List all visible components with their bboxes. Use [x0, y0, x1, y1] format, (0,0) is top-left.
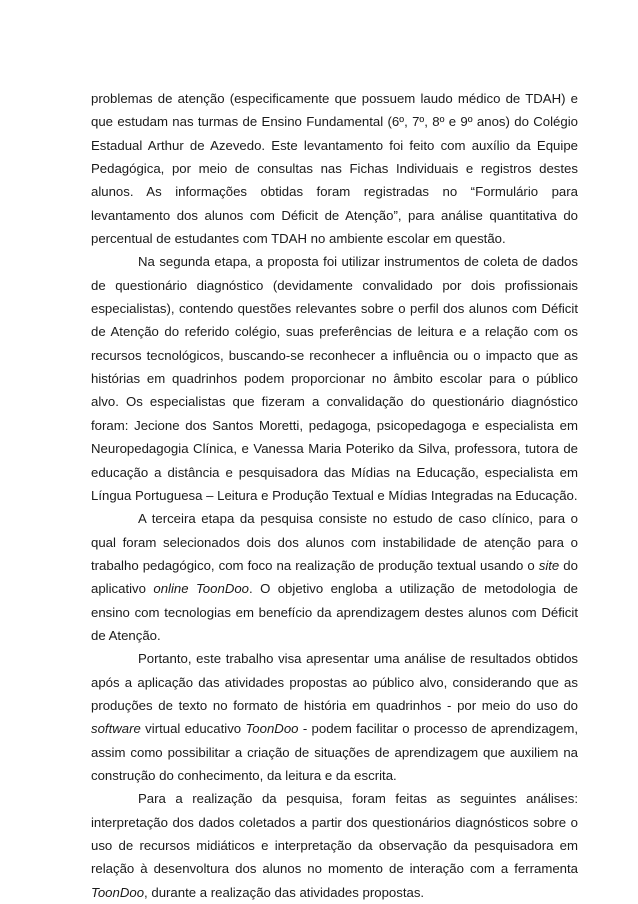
- paragraph-text: problemas de atenção (especificamente que possuem laudo médico de TDAH) e que estudam nas turmas de Ensino Fundamental (6º, 7º, 8º e 9º anos) do Colégio Estadual Arthur de Azevedo. Este levantamento foi feito com auxílio da Equipe Pedagógica, por meio de consultas nas Fichas Individuais e registros destes alunos. As informações obtidas foram registradas no “Formulário para levantamento dos alunos com Déficit de Atenção”, para análise quantitativa do percentual de estudantes com TDAH no ambiente escolar em questão.: [91, 91, 578, 247]
- italic-text: online ToonDoo: [153, 581, 250, 597]
- paragraph-text: virtual educativo: [140, 721, 246, 737]
- paragraph: [91, 647, 578, 787]
- paragraph-text: Para a realização da pesquisa, foram feitas as seguintes análises: interpretação dos dados coletados a partir dos questionários diagnósticos sobre o uso de recursos midiáticos e interpretação da observação da pesquisadora em relação à desenvoltura dos alunos no momento de interação com a ferramenta: [91, 791, 578, 877]
- paragraph-text: A terceira etapa da pesquisa consiste no estudo de caso clínico, para o qual foram selecionados dois dos alunos com instabilidade de atenção para o trabalho pedagógico, com foco na realização de produção textual usando o: [91, 511, 578, 573]
- italic-text: software: [91, 721, 141, 737]
- italic-text: site: [538, 557, 560, 573]
- paragraph: [91, 250, 578, 507]
- paragraph-text: - podem facilitar o processo de aprendizagem, assim como possibilitar a criação de situações de aprendizagem que auxiliem na construção do conhecimento, da leitura e da escrita.: [91, 721, 578, 783]
- paragraph-text: . O objetivo engloba a utilização de metodologia de ensino com tecnologias em benefício da aprendizagem destes alunos com Déficit de Atenção.: [91, 581, 578, 643]
- italic-text: ToonDoo: [91, 884, 145, 900]
- paragraph-text: , durante a realização das atividades propostas.: [144, 884, 425, 900]
- paragraph-text: Na segunda etapa, a proposta foi utilizar instrumentos de coleta de dados de questionário diagnóstico (devidamente convalidado por dois profissionais especialistas), contendo questões relevantes sobre o perfil dos alunos com Déficit de Atenção do referido colégio, suas preferências de leitura e a relação com os recursos tecnológicos, buscando-se reconhecer a influência ou o impacto que as histórias em quadrinhos podem proporcionar no âmbito escolar para o público alvo. Os especialistas que fizeram a convalidação do questionário diagnóstico foram: Jecione dos Santos Moretti, pedagoga, psicopedagoga e especialista em Neuropedagogia Clínica, e Vanessa Maria Poteriko da Silva, professora, tutora de educação a distância e pesquisadora das Mídias na Educação, especialista em Língua Portuguesa – Leitura e Produção Textual e Mídias Integradas na Educação.: [91, 254, 578, 503]
- paragraph-text: Portanto, este trabalho visa apresentar uma análise de resultados obtidos após a aplicação das atividades propostas ao público alvo, considerando que as produções de texto no formato de história em quadrinhos - por meio do uso do: [91, 651, 578, 713]
- paragraph: [91, 787, 578, 904]
- paragraph: [91, 87, 578, 250]
- body-text: [91, 87, 578, 904]
- italic-text: ToonDoo: [245, 721, 299, 737]
- paragraph: [91, 507, 578, 647]
- paragraph-text: do aplicativo: [91, 557, 578, 597]
